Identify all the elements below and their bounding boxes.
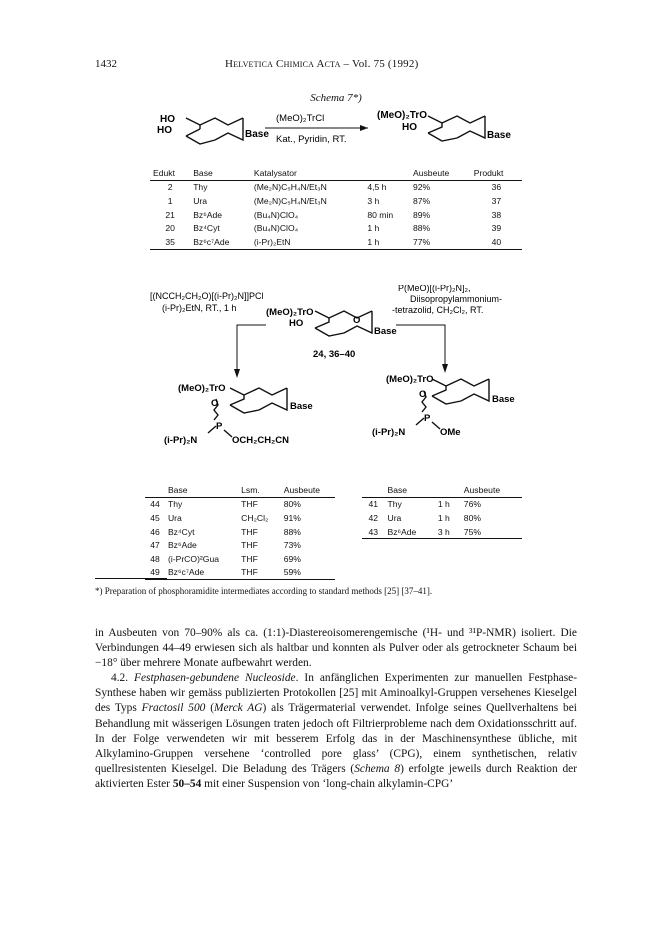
cell-time: 1 h [364, 235, 410, 249]
cell-base: Bz⁶Ade [384, 525, 434, 539]
cell-time: 3 h [367, 195, 380, 206]
cell-ausbeute: 77% [410, 235, 471, 249]
paragraph-2 [95, 671, 577, 792]
cell-time: 1 h [437, 512, 450, 523]
table-row [150, 235, 522, 249]
right-prod-methoxy: OMe [440, 427, 461, 438]
table-row [362, 497, 522, 511]
center-nucleoside-structure [315, 311, 372, 336]
schema-reference: Schema 8 [354, 762, 401, 775]
col-base: Base [384, 483, 434, 497]
prod-dmtr-o: (MeO)₂TrO [377, 110, 427, 121]
left-reagent-line2: (i-Pr)₂EtN, RT., 1 h [162, 303, 237, 313]
cell-base: Bz⁴Cyt [167, 526, 195, 537]
cell-number: 48 [150, 553, 160, 564]
col-number [145, 483, 165, 497]
body-text [95, 626, 577, 792]
cell-base: Bz⁶Ade [167, 540, 197, 551]
cell-solvent: THF [241, 540, 258, 551]
footnote: *) Preparation of phosphoramidite intermediates according to standard methods [25] [37–41]. [95, 586, 433, 596]
center-ring-o: O [353, 315, 361, 326]
starting-material-structure [186, 118, 243, 144]
left-arrow [237, 325, 266, 373]
center-dmtr-o: (MeO)₂TrO [266, 307, 314, 318]
table-row [145, 552, 335, 566]
cell-katalysator: (Bu₄N)ClO₄ [253, 209, 299, 220]
cell-number: 43 [362, 525, 384, 539]
cell-solvent: THF [241, 499, 258, 510]
left-prod-amine: (i-Pr)₂N [164, 435, 198, 446]
cell-solvent: THF [238, 566, 281, 580]
journal-name: Helvetica Chimica Acta [225, 58, 341, 70]
cell-katalysator: (Me₂N)C₅H₄N/Et₃N [253, 195, 327, 206]
cell-base: Bz⁶Ade [193, 209, 223, 220]
journal-volume: – Vol. 75 (1992) [343, 58, 419, 70]
cell-base: Ura [167, 512, 182, 523]
col-katalysator: Katalysator [251, 166, 364, 180]
table-row [150, 180, 522, 194]
cell-ausbeute: 69% [283, 553, 301, 564]
table-row [145, 497, 335, 511]
cell-ausbeute: 87% [413, 195, 431, 206]
section-number: 4.2. [111, 672, 135, 685]
cell-produkt: 39 [491, 223, 502, 234]
reagent-trityl-chloride: (MeO)₂TrCl [276, 113, 325, 124]
right-reagent-line2: Diisopropylammonium- [410, 294, 503, 304]
product-name: Fractosil 500 [141, 702, 206, 715]
cell-base: Bz⁴Cyt [193, 223, 220, 234]
cell-edukt: 20 [165, 223, 175, 234]
left-prod-cyanoethoxy: OCH₂CH₂CN [232, 435, 289, 446]
cell-ausbeute: 88% [283, 526, 301, 537]
cell-number: 44 [150, 499, 160, 510]
cell-ausbeute: 59% [281, 566, 335, 580]
col-ausbeute: Ausbeute [281, 483, 335, 497]
cell-number: 42 [368, 512, 379, 523]
table-row [145, 538, 335, 552]
cell-produkt: 40 [471, 235, 522, 249]
cell-ausbeute: 88% [413, 223, 431, 234]
cell-number: 41 [368, 499, 379, 510]
right-prod-amine: (i-Pr)₂N [372, 427, 406, 438]
cell-katalysator: (Bu₄N)ClO₄ [253, 223, 299, 234]
prod-base: Base [487, 130, 511, 141]
cell-base: Thy [387, 499, 402, 510]
col-base: Base [165, 483, 238, 497]
table-row [150, 221, 522, 235]
scheme-title: Schema 7*) [310, 92, 362, 104]
sm-ho-2: HO [157, 125, 172, 136]
col-edukt: Edukt [150, 166, 190, 180]
cell-number: 46 [150, 526, 160, 537]
cell-time: 1 h [437, 499, 450, 510]
paragraph-2-text-a: . In anfänglichen Experimenten zur manuellen Festphase-Synthese haben wir gemäss publizierten Protokollen [25] mit Aminoalkyl-Gruppen versehenes Kieselgel des Typs [95, 672, 577, 715]
center-base: Base [374, 326, 397, 337]
company-name: Merck AG [214, 702, 263, 715]
paragraph-2-text-e: mit einer Suspension von ‘long-chain alkylamin-CPG’ [201, 777, 454, 790]
right-prod-dmtr-o: (MeO)₂TrO [386, 374, 434, 385]
methyl-amidite-table [362, 483, 522, 539]
table-row [145, 511, 335, 525]
col-solvent: Lsm. [238, 483, 281, 497]
paragraph-2-text-d: ) erfolgte jeweils durch Reaktion der aktivierten Ester [95, 762, 577, 790]
center-compound-numbers: 24, 36–40 [313, 349, 356, 360]
right-prod-base: Base [492, 394, 515, 405]
right-prod-p: P [424, 413, 431, 424]
cell-katalysator: (i-Pr)₂EtN [251, 235, 364, 249]
page-number: 1432 [95, 58, 117, 70]
cell-time: 80 min [367, 209, 394, 220]
cell-ausbeute: 75% [461, 525, 522, 539]
cell-time: 3 h [435, 525, 461, 539]
cell-edukt: 21 [165, 209, 175, 220]
paragraph-2-text-b: ( [205, 702, 214, 715]
table-header-row [150, 166, 522, 180]
cell-produkt: 37 [491, 195, 502, 206]
cell-base: Bz⁶c⁷Ade [165, 566, 238, 580]
right-prod-o: O [419, 389, 427, 400]
cell-katalysator: (Me₂N)C₅H₄N/Et₃N [253, 182, 327, 193]
paragraph-1: in Ausbeuten von 70–90% als ca. (1:1)-Diastereoisomerengemische (¹H- und ³¹P-NMR) isoliert. Die Verbindungen 44–49 erwiesen sich als haltbar und konnten als Pulver oder als getrockneter Schaum bei −18° über mehrere Monate aufbewahrt werden. [95, 627, 577, 670]
cell-time: 4,5 h [367, 182, 387, 193]
cell-ausbeute: 76% [463, 499, 481, 510]
cell-ausbeute: 89% [413, 209, 431, 220]
cell-base: Ura [387, 512, 402, 523]
cell-edukt: 1 [167, 195, 173, 206]
cell-time: 1 h [367, 223, 380, 234]
cell-solvent: THF [241, 526, 258, 537]
cyanoethyl-amidite-table [145, 483, 335, 580]
right-arrow [396, 325, 445, 368]
left-prod-dmtr-o: (MeO)₂TrO [178, 383, 226, 394]
cell-edukt: 2 [167, 182, 173, 193]
running-header [225, 58, 418, 70]
cell-solvent: CH₂Cl₂ [241, 512, 269, 523]
cell-solvent: THF [241, 553, 258, 564]
product-structure [428, 116, 485, 141]
cell-base: Thy [167, 499, 183, 510]
cell-number: 47 [150, 540, 160, 551]
left-prod-base: Base [290, 401, 313, 412]
top-reaction-scheme [0, 100, 672, 168]
left-reagent-line1: [(NCCH₂CH₂O)[(i-Pr)₂N]]PCl [150, 291, 264, 301]
cell-number: 45 [150, 512, 160, 523]
compound-range: 50–54 [172, 777, 202, 790]
footnote-rule [95, 578, 167, 579]
center-ho: HO [289, 318, 304, 329]
prod-ho: HO [402, 122, 417, 133]
cell-number: 49 [145, 566, 165, 580]
phosphitylation-scheme [0, 285, 672, 485]
col-time [364, 166, 410, 180]
table-header-row [362, 483, 522, 497]
cell-produkt: 38 [491, 209, 502, 220]
cell-base: Bz⁶c⁷Ade [190, 235, 251, 249]
section-title: Festphasen-gebundene Nucleoside [134, 672, 296, 685]
table-row [362, 525, 522, 539]
right-arrow-head [442, 364, 448, 373]
table-row [150, 194, 522, 208]
tritylation-table [150, 166, 522, 250]
cell-base: Thy [193, 182, 208, 193]
col-produkt: Produkt [471, 166, 522, 180]
cell-ausbeute: 73% [283, 540, 301, 551]
col-base: Base [190, 166, 251, 180]
cell-ausbeute: 80% [463, 512, 481, 523]
cell-ausbeute: 91% [283, 512, 301, 523]
table-header-row [145, 483, 335, 497]
sm-base: Base [245, 129, 269, 140]
col-ausbeute: Ausbeute [410, 166, 471, 180]
col-number [362, 483, 384, 497]
cell-ausbeute: 80% [283, 499, 301, 510]
cell-base: Ura [193, 195, 208, 206]
left-prod-p: P [216, 421, 223, 432]
left-prod-o: O [211, 398, 219, 409]
cell-produkt: 36 [491, 182, 502, 193]
col-ausbeute: Ausbeute [461, 483, 522, 497]
right-reagent-line1: P(MeO)[(i-Pr)₂N]₂, [398, 285, 471, 293]
table-row [145, 525, 335, 539]
right-reagent-line3: -tetrazolid, CH₂Cl₂, RT. [392, 305, 484, 315]
col-time [435, 483, 461, 497]
table-row [362, 511, 522, 525]
paragraph-2-text-c: ) als Trägermaterial verwendet. Infolge seines Quellverhaltens bei Behandlung mit wässerigen Lösungen traten jedoch oft Filtrierprobleme nach dem Oxidationsschritt auf. In der Folge verwendeten wir mit besserem Erfolg das in der Maschinensynthese übliche, mit Alkylamino-Gruppen versehene ‘controlled pore glass’ (CPG), einem synthetischen, relativ quellresistenten Kieselgel. Die Beladung des Trägers ( [95, 702, 577, 775]
reaction-conditions: Kat., Pyridin, RT. [276, 134, 347, 145]
cell-ausbeute: 92% [413, 182, 431, 193]
cell-edukt: 35 [150, 235, 190, 249]
cell-base: (i-PrCO)²Gua [167, 553, 220, 564]
reaction-arrow-head [360, 125, 368, 131]
table-row [145, 566, 335, 580]
table-row [150, 208, 522, 222]
left-arrow-head [234, 369, 240, 378]
sm-ho-1: HO [160, 114, 175, 125]
